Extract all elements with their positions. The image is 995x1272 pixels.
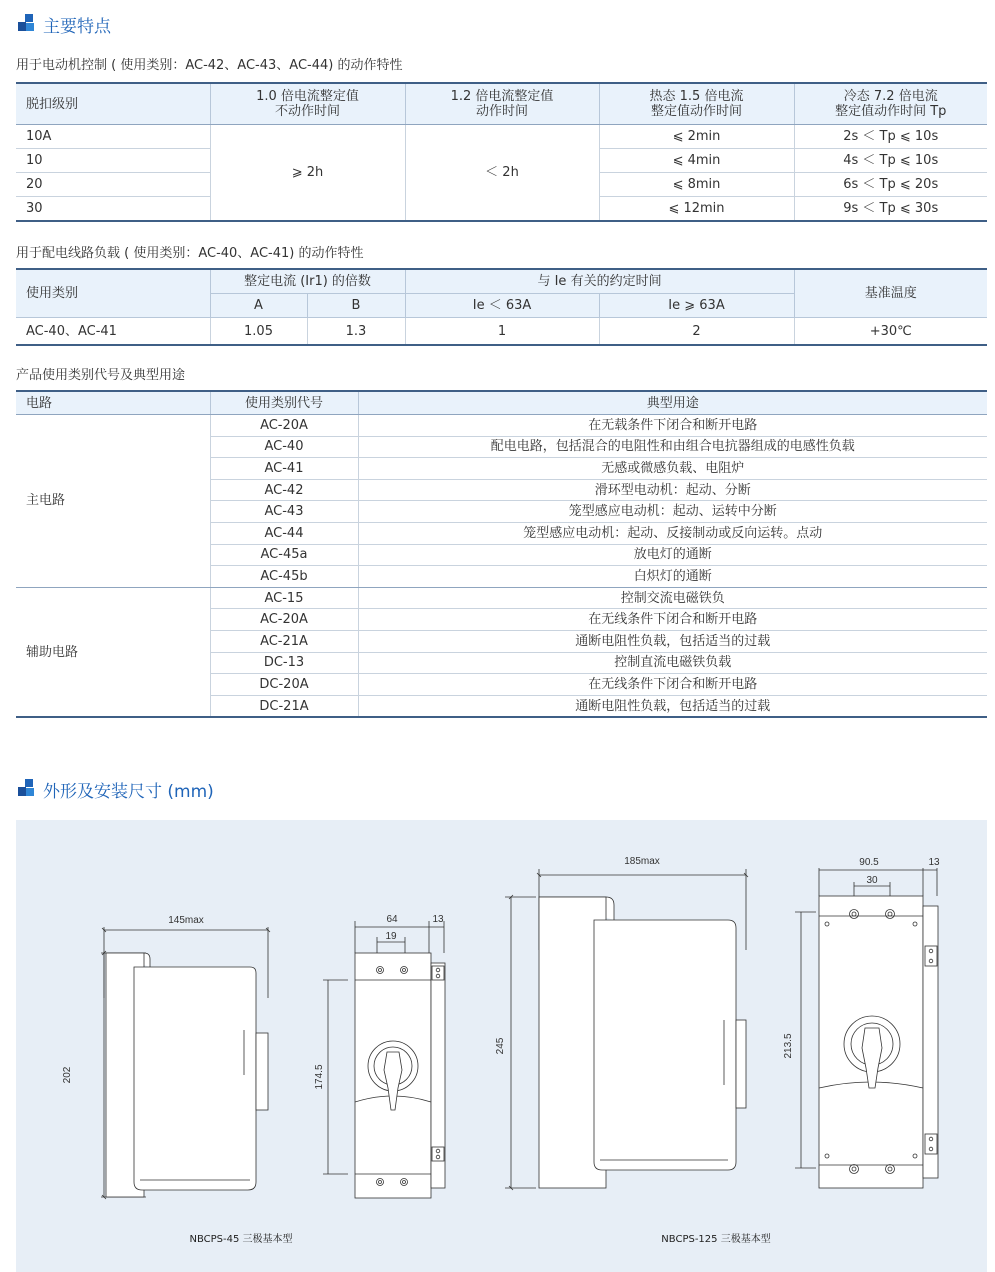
- header-hot-1-5x: 热态 1.5 倍电流 整定值动作时间: [599, 83, 794, 125]
- dim-nbcps45-front-depth: 13: [432, 914, 444, 925]
- header-circuit: 电路: [16, 391, 210, 415]
- nbcps125-front-view: [795, 868, 938, 1188]
- cell-temp: +30℃: [794, 318, 987, 346]
- table-row: [16, 318, 987, 346]
- header-category: 使用类别: [16, 269, 210, 318]
- cell-code: DC-13: [210, 652, 358, 674]
- cell-no-trip-time: ⩾ 2h: [210, 125, 405, 222]
- cell-use: 在无线条件下闭合和断开电路: [358, 609, 987, 631]
- cell-trip-time: ＜ 2h: [405, 125, 599, 222]
- cell-use: 笼型感应电动机：起动、反接制动或反向运转。点动: [358, 522, 987, 544]
- table-row: [16, 587, 987, 609]
- cell-code: AC-44: [210, 522, 358, 544]
- nbcps45-side-view: [101, 927, 270, 1199]
- group-aux-circuit: 辅助电路: [26, 644, 79, 660]
- header-cold-7-2x: 冷态 7.2 倍电流 整定值动作时间 Tp: [794, 83, 987, 125]
- dimension-drawings-svg: [16, 820, 987, 1272]
- section-title-dimensions: [16, 776, 214, 802]
- dim-nbcps125-front-height: 213.5: [783, 1033, 794, 1059]
- section-mark-icon: [16, 778, 36, 800]
- cell-use: 滑环型电动机：起动、分断: [358, 479, 987, 501]
- table3-caption: 产品使用类别代号及典型用途: [16, 368, 186, 383]
- cell-hot: ⩽ 12min: [599, 197, 794, 222]
- cell-code: AC-21A: [210, 630, 358, 652]
- dim-nbcps125-front-width: 90.5: [859, 857, 879, 868]
- cell-cold: 2s ＜ Tp ⩽ 10s: [794, 125, 987, 149]
- cell-code: AC-41: [210, 458, 358, 480]
- cell-code: AC-20A: [210, 415, 358, 437]
- utilization-category-table: [16, 390, 987, 718]
- dimension-drawings-panel: [16, 820, 987, 1272]
- cell-hot: ⩽ 8min: [599, 173, 794, 197]
- dim-nbcps45-hole-spacing: 19: [385, 931, 397, 942]
- cell-ie-lt-63: 1: [405, 318, 599, 346]
- dim-nbcps125-side-height: 245: [495, 1037, 506, 1055]
- cell-code: AC-45a: [210, 544, 358, 566]
- cell-use: 无感或微感负载、电阻炉: [358, 458, 987, 480]
- cell-level: 10A: [16, 125, 210, 149]
- section-title-features: [16, 11, 111, 37]
- group-main-circuit: 主电路: [16, 415, 210, 588]
- section-title-text: 外形及安装尺寸 (mm): [43, 781, 214, 802]
- cell-use: 通断电阻性负载，包括适当的过载: [358, 695, 987, 717]
- subheader-ie-lt-63: Ie ＜ 63A: [405, 294, 599, 318]
- dim-nbcps125-side-width: 185max: [624, 856, 660, 867]
- subheader-ie-ge-63: Ie ⩾ 63A: [599, 294, 794, 318]
- header-multiple: 整定电流 (Ir1) 的倍数: [210, 269, 405, 294]
- cell-a: 1.05: [210, 318, 307, 346]
- header-use: 典型用途: [358, 391, 987, 415]
- cell-use: 白炽灯的通断: [358, 566, 987, 588]
- cell-hot: ⩽ 2min: [599, 125, 794, 149]
- distribution-load-table: [16, 268, 987, 346]
- cell-use: 在无载条件下闭合和断开电路: [358, 415, 987, 437]
- header-trip-class: 脱扣级别: [16, 83, 210, 125]
- cell-code: DC-21A: [210, 695, 358, 717]
- label-nbcps45: NBCPS-45 三极基本型: [189, 1234, 293, 1245]
- cell-use: 放电灯的通断: [358, 544, 987, 566]
- cell-b: 1.3: [307, 318, 405, 346]
- header-conventional-time: 与 Ie 有关的约定时间: [405, 269, 794, 294]
- table1-caption: 用于电动机控制 ( 使用类别：AC-42、AC-43、AC-44) 的动作特性: [16, 58, 403, 73]
- cell-cold: 6s ＜ Tp ⩽ 20s: [794, 173, 987, 197]
- section-title-text: 主要特点: [43, 16, 111, 37]
- motor-control-table: [16, 82, 987, 222]
- dim-nbcps45-side-height: 202: [62, 1066, 73, 1084]
- dim-nbcps45-side-width: 145max: [168, 915, 204, 926]
- cell-use: 笼型感应电动机：起动、运转中分断: [358, 501, 987, 523]
- cell-use: 控制交流电磁铁负: [358, 587, 987, 609]
- cell-code: AC-40: [210, 436, 358, 458]
- cell-level: 10: [16, 149, 210, 173]
- table-row: [16, 415, 987, 437]
- cell-use: 配电电路，包括混合的电阻性和由组合电抗器组成的电感性负载: [358, 436, 987, 458]
- cell-level: 30: [26, 201, 43, 216]
- cell-cold: 4s ＜ Tp ⩽ 10s: [794, 149, 987, 173]
- dim-nbcps125-front-depth: 13: [928, 857, 940, 868]
- subheader-b: B: [307, 294, 405, 318]
- header-code: 使用类别代号: [210, 391, 358, 415]
- cell-use: 控制直流电磁铁负载: [358, 652, 987, 674]
- cell-cold: 9s ＜ Tp ⩽ 30s: [794, 197, 987, 222]
- cell-ie-ge-63: 2: [599, 318, 794, 346]
- cell-code: AC-45b: [210, 566, 358, 588]
- header-1x-current: 1.0 倍电流整定值 不动作时间: [210, 83, 405, 125]
- cell-level: 20: [16, 173, 210, 197]
- cell-use: 通断电阻性负载，包括适当的过载: [358, 630, 987, 652]
- cell-use: 在无线条件下闭合和断开电路: [358, 674, 987, 696]
- subheader-a: A: [210, 294, 307, 318]
- dim-nbcps45-front-height: 174.5: [314, 1064, 325, 1090]
- cell-hot: ⩽ 4min: [599, 149, 794, 173]
- cell-code: AC-43: [210, 501, 358, 523]
- section-mark-icon: [16, 13, 36, 35]
- cell-code: AC-42: [210, 479, 358, 501]
- cell-category: AC-40、AC-41: [26, 323, 117, 339]
- header-1-2x-current: 1.2 倍电流整定值 动作时间: [405, 83, 599, 125]
- table2-caption: 用于配电线路负载 ( 使用类别：AC-40、AC-41) 的动作特性: [16, 246, 364, 261]
- dim-nbcps125-hole-spacing: 30: [866, 875, 878, 886]
- label-nbcps125: NBCPS-125 三极基本型: [661, 1234, 771, 1245]
- header-reference-temp: 基准温度: [794, 269, 987, 318]
- nbcps125-side-view: [505, 869, 748, 1190]
- dim-nbcps45-front-width: 64: [386, 914, 398, 925]
- table-row: [16, 125, 987, 149]
- nbcps45-front-view: [323, 921, 445, 1198]
- cell-code: AC-20A: [210, 609, 358, 631]
- cell-code: AC-15: [210, 587, 358, 609]
- cell-code: DC-20A: [210, 674, 358, 696]
